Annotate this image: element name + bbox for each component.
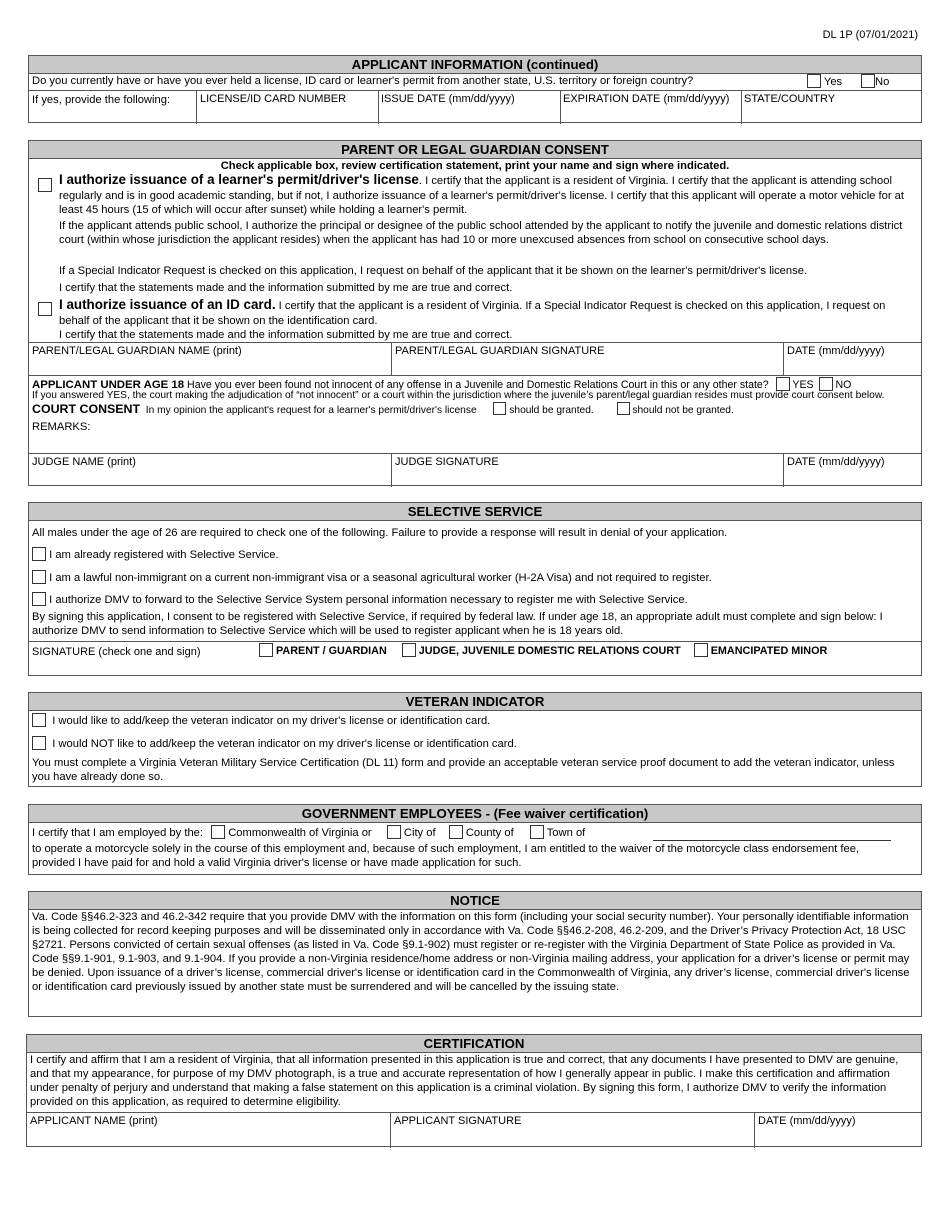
ss-signature-field[interactable]: SIGNATURE (check one and sign): [32, 646, 201, 658]
certification-title: CERTIFICATION: [27, 1035, 921, 1053]
commonwealth-label: Commonwealth of Virginia or: [228, 827, 372, 839]
school-text: If the applicant attends public school, I authorize the principal or designee of the public school attended by the applicant to notify the juvenile and domestic relations district court (within whose jurisdiction the applicant resides) when the applicant has had 10 or more unexcused absences from school on consecutive school days.: [59, 220, 903, 246]
county-label: County of: [465, 827, 514, 839]
judge-date-field[interactable]: DATE (mm/dd/yyyy): [787, 456, 885, 468]
applicant-info-title: APPLICANT INFORMATION (continued): [29, 56, 921, 74]
county-checkbox[interactable]: [449, 825, 463, 839]
form-id: DL 1P (07/01/2021): [822, 29, 918, 41]
certification-section: [26, 1034, 922, 1147]
remarks-label: REMARKS:: [32, 421, 91, 433]
under18-heading: APPLICANT UNDER AGE 18: [32, 379, 185, 391]
gov-certify-label: I certify that I am employed by the:: [32, 827, 203, 839]
permit-text: . I certify that the applicant is a resident of Virginia. I certify that the applicant is attending school regularly and is in good academic standing, but if not, I authorize issuance of a learner's permit/driver's license. I certify that this applicant will operate a motor vehicle for at least 45 hours (15 of which will occur after sunset) while holding a learner's permit.: [59, 175, 905, 216]
gov-employees-text: to operate a motorcycle solely in the course of this employment and, because of such employment, I am entitled to the waiver of the motorcycle class endorsement fee, provided I have paid for and hold a valid Virginia driver's license or have made application for such.: [32, 843, 860, 869]
ss-authorize-label: I authorize DMV to forward to the Selective Service System personal information necessary to register me with Selective Service.: [49, 594, 688, 606]
court-consent-heading: COURT CONSENT: [32, 402, 141, 417]
ss-registered-checkbox[interactable]: [32, 547, 46, 561]
certify-text-2: I certify that the statements made and the information submitted by me are true and correct.: [59, 329, 513, 341]
consent-instruction: Check applicable box, review certification statement, print your name and sign where indicated.: [220, 160, 730, 172]
granted-checkbox[interactable]: [493, 402, 506, 415]
other-license-question: Do you currently have or have you ever held a license, ID card or learner's permit from another state, U.S. territory or foreign country?: [32, 75, 694, 87]
offense-no-checkbox[interactable]: [819, 377, 833, 391]
ss-parent-checkbox[interactable]: [259, 643, 273, 657]
commonwealth-checkbox[interactable]: [211, 825, 225, 839]
expiration-date-field[interactable]: EXPIRATION DATE (mm/dd/yyyy): [563, 93, 730, 105]
ss-minor-label: EMANCIPATED MINOR: [710, 645, 828, 657]
id-card-checkbox[interactable]: [38, 302, 52, 316]
ss-nonimmigrant-label: I am a lawful non-immigrant on a current non-immigrant visa or a seasonal agricultural worker (H-2A Visa) and not required to register.: [49, 572, 712, 584]
gov-employees-section: [28, 804, 922, 875]
yes-label: Yes: [823, 76, 843, 88]
parent-consent-section: [28, 140, 922, 486]
id-heading: I authorize issuance of an ID card.: [59, 297, 276, 312]
veteran-not-add-label: I would NOT like to add/keep the veteran indicator on my driver's license or identification card.: [52, 738, 517, 750]
under18-text: If you answered YES, the court making the adjudication of “not innocent” or a court within the jurisdiction where the juvenile’s parent/legal guardian resides must provide court consent below. COURT CONSENT In my opinion the applicant's request for a learner's permit/driver's license should be granted. should not be granted.: [32, 390, 885, 417]
state-country-field[interactable]: STATE/COUNTRY: [744, 93, 836, 105]
notice-text: Va. Code §§46.2-323 and 46.2-342 require that you provide DMV with the information on this form (including your social security number). Your personally identifiable information is being collected for record keeping purposes and will be disseminated only in accordance with Va. Code §§46.2-208, 46.2-209, and the Driver’s Privacy Protection Act, 18 USC §2721. Persons convicted of certain sexual offenses (as listed in Va. Code §9.1-902) must register or re-register with the Virginia Department of State Police as provided in Va. Code §§9.1-901, 9.1-903, and 9.1-904. If you provide a non-Virginia residence/home address or non-Virginia mailing address, your application for a driver’s license or permit may be denied. Upon issuance of a driver’s license, commercial driver's license or identification card in the Commonwealth of Virginia, any driver’s license, commercial driver's license or identification card previously issued by another state must be surrendered and will be cancelled by the issuing state.: [32, 911, 910, 993]
selective-service-section: [28, 502, 922, 676]
notice-section: [28, 891, 922, 1017]
veteran-title: VETERAN INDICATOR: [29, 693, 921, 711]
permit-heading: I authorize issuance of a learner's permit/driver's license: [59, 172, 419, 187]
other-license-yes-checkbox[interactable]: [807, 74, 821, 88]
notice-title: NOTICE: [29, 892, 921, 910]
locality-name-line[interactable]: [653, 840, 891, 841]
offense-no-label: NO: [835, 379, 852, 391]
special-indicator-text: If a Special Indicator Request is checked on this application, I request on behalf of the applicant that it be shown on the learner's permit/driver's license.: [59, 265, 808, 277]
certification-text: I certify and affirm that I am a resident of Virginia, that all information presented in this application is true and correct, that any documents I have presented to DMV are genuine, and that my appearance, for purpose of my DMV photograph, is a true and accurate representation of how I generally appear in public. I make this certification and affirmation under penalty of perjury and understand that making a false statement on this application is a criminal violation. By signing this form, I authorize DMV to verify the information provided on this application, as required to determine eligibility.: [30, 1054, 899, 1108]
if-yes-label: If yes, provide the following:: [32, 94, 171, 106]
ss-parent-label: PARENT / GUARDIAN: [276, 645, 387, 657]
city-checkbox[interactable]: [387, 825, 401, 839]
judge-signature-field[interactable]: JUDGE SIGNATURE: [395, 456, 499, 468]
selective-intro: All males under the age of 26 are required to check one of the following. Failure to provide a response will result in denial of your application.: [32, 527, 728, 539]
certify-text: I certify that the statements made and the information submitted by me are true and correct.: [59, 282, 513, 294]
granted-label: should be granted.: [509, 405, 594, 417]
ss-judge-label: JUDGE, JUVENILE DOMESTIC RELATIONS COURT: [418, 645, 681, 657]
under18-question: Have you ever been found not innocent of any offense in a Juvenile and Domestic Relations Court in this or any other state?: [184, 379, 769, 391]
city-label: City of: [403, 827, 436, 839]
veteran-section: [28, 692, 922, 787]
selective-service-title: SELECTIVE SERVICE: [29, 503, 921, 521]
ss-nonimmigrant-checkbox[interactable]: [32, 570, 46, 584]
guardian-name-field[interactable]: PARENT/LEGAL GUARDIAN NAME (print): [32, 345, 242, 357]
town-label: Town of: [546, 827, 586, 839]
veteran-not-add-checkbox[interactable]: [32, 736, 46, 750]
guardian-date-field[interactable]: DATE (mm/dd/yyyy): [787, 345, 885, 357]
offense-yes-checkbox[interactable]: [776, 377, 790, 391]
ss-minor-checkbox[interactable]: [694, 643, 708, 657]
offense-yes-label: YES: [792, 379, 814, 391]
not-granted-checkbox[interactable]: [617, 402, 630, 415]
parent-consent-title: PARENT OR LEGAL GUARDIAN CONSENT: [29, 141, 921, 159]
veteran-note: You must complete a Virginia Veteran Military Service Certification (DL 11) form and provide an acceptable veteran service proof document to add the veteran indicator, unless you have already done so.: [32, 757, 895, 783]
town-checkbox[interactable]: [530, 825, 544, 839]
no-label: No: [875, 76, 890, 88]
veteran-add-label: I would like to add/keep the veteran indicator on my driver's license or identification card.: [52, 715, 491, 727]
veteran-add-checkbox[interactable]: [32, 713, 46, 727]
ss-judge-checkbox[interactable]: [402, 643, 416, 657]
license-number-field[interactable]: LICENSE/ID CARD NUMBER: [200, 93, 347, 105]
not-granted-label: should not be granted.: [632, 405, 734, 417]
applicant-name-field[interactable]: APPLICANT NAME (print): [30, 1115, 158, 1127]
court-consent-text: In my opinion the applicant's request for a learner's permit/driver's license: [145, 405, 477, 417]
guardian-signature-field[interactable]: PARENT/LEGAL GUARDIAN SIGNATURE: [395, 345, 605, 357]
applicant-signature-field[interactable]: APPLICANT SIGNATURE: [394, 1115, 522, 1127]
ss-registered-label: I am already registered with Selective Service.: [49, 549, 279, 561]
ss-consent-text: By signing this application, I consent to be registered with Selective Service, if required by federal law. If under age 18, an appropriate adult must complete and sign below: I authorize DMV to send information to Selective Service which will be used to register applicant when he is 18 years old.: [32, 611, 883, 637]
id-text: I certify that the applicant is a resident of Virginia. If a Special Indicator Request is checked on this application, I request on behalf of the applicant that it be shown on the identification card.: [59, 300, 886, 327]
permit-license-checkbox[interactable]: [38, 178, 52, 192]
gov-employees-title: GOVERNMENT EMPLOYEES - (Fee waiver certification): [29, 805, 921, 823]
ss-authorize-checkbox[interactable]: [32, 592, 46, 606]
judge-name-field[interactable]: JUDGE NAME (print): [32, 456, 136, 468]
issue-date-field[interactable]: ISSUE DATE (mm/dd/yyyy): [381, 93, 515, 105]
applicant-info-section: [28, 55, 922, 123]
applicant-date-field[interactable]: DATE (mm/dd/yyyy): [758, 1115, 856, 1127]
other-license-no-checkbox[interactable]: [861, 74, 875, 88]
